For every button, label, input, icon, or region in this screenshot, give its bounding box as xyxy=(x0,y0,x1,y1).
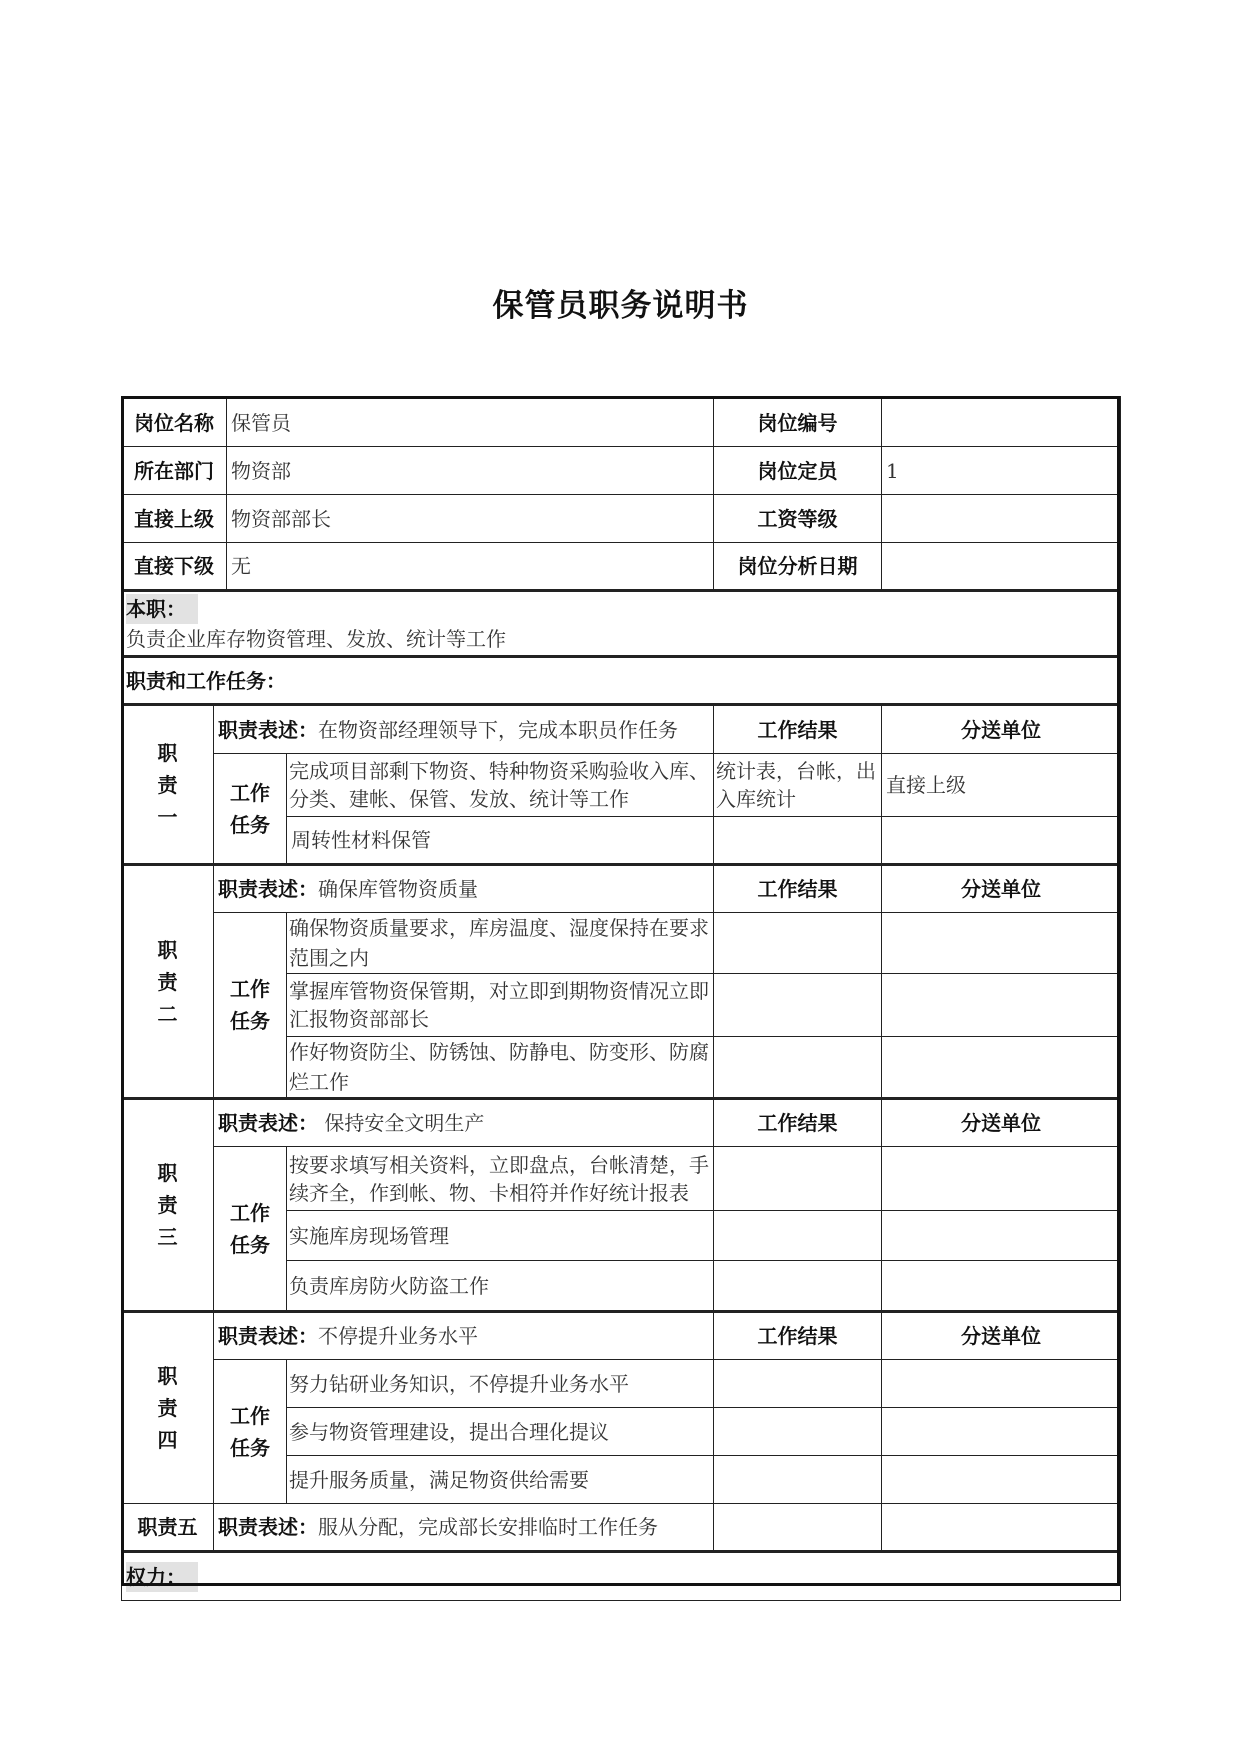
post-code-value xyxy=(882,398,1121,447)
result-header: 工作结果 xyxy=(714,1312,882,1360)
quota-label: 岗位定员 xyxy=(714,447,882,495)
dest-header: 分送单位 xyxy=(882,1099,1121,1147)
task-text: 提升服务质量，满足物资供给需要 xyxy=(287,1456,714,1504)
task-text: 确保物资质量要求，库房温度、湿度保持在要求范围之内 xyxy=(287,913,714,974)
subordinate-label: 直接下级 xyxy=(122,543,227,591)
task-text: 负责库房防火防盗工作 xyxy=(287,1261,714,1312)
post-code-label: 岗位编号 xyxy=(714,398,882,447)
task-text: 作好物资防尘、防锈蚀、防静电、防变形、防腐烂工作 xyxy=(287,1037,714,1099)
task-result xyxy=(714,913,882,974)
responsibility-desc-row xyxy=(122,1504,1121,1552)
dest-header: 分送单位 xyxy=(882,705,1121,754)
task-result xyxy=(714,1360,882,1408)
task-dest xyxy=(882,1037,1121,1099)
responsibility-desc: 职责表述： 保持安全文明生产 xyxy=(214,1099,714,1147)
analysis-date-value xyxy=(882,543,1121,591)
task-label: 工作 任务 xyxy=(214,754,287,865)
task-result xyxy=(714,1504,882,1552)
task-dest xyxy=(882,1261,1121,1312)
task-row xyxy=(122,1147,1121,1211)
task-result xyxy=(714,1408,882,1456)
task-dest xyxy=(882,913,1121,974)
task-label: 工作 任务 xyxy=(214,913,287,1099)
responsibility-desc: 职责表述：不停提升业务水平 xyxy=(214,1312,714,1360)
responsibility-name: 职责五 xyxy=(122,1504,214,1552)
responsibility-desc: 职责表述：确保库管物资质量 xyxy=(214,865,714,913)
info-row xyxy=(122,447,1121,495)
job-description-table xyxy=(121,396,1121,1601)
quota-value: 1 xyxy=(882,447,1121,495)
responsibility-desc-row xyxy=(122,1312,1121,1360)
task-text: 实施库房现场管理 xyxy=(287,1211,714,1261)
task-result xyxy=(714,1261,882,1312)
task-dest xyxy=(882,1456,1121,1504)
task-dest xyxy=(882,1211,1121,1261)
subordinate-value: 无 xyxy=(227,543,714,591)
task-row xyxy=(122,913,1121,974)
responsibility-desc: 职责表述：在物资部经理领导下，完成本职员作任务 xyxy=(214,705,714,754)
result-header: 工作结果 xyxy=(714,865,882,913)
responsibility-desc-row xyxy=(122,705,1121,754)
superior-label: 直接上级 xyxy=(122,495,227,543)
tasks-header-row xyxy=(122,657,1121,705)
result-header: 工作结果 xyxy=(714,1099,882,1147)
dept-value: 物资部 xyxy=(227,447,714,495)
responsibility-name: 职 责 一 xyxy=(122,705,214,865)
info-row xyxy=(122,495,1121,543)
responsibility-desc-row xyxy=(122,1099,1121,1147)
task-row xyxy=(122,754,1121,817)
power-row xyxy=(122,1552,1121,1601)
duty-row xyxy=(122,591,1121,657)
result-header: 工作结果 xyxy=(714,705,882,754)
task-row xyxy=(122,1360,1121,1408)
post-name-label: 岗位名称 xyxy=(122,398,227,447)
task-result xyxy=(714,817,882,865)
task-text: 掌握库管物资保管期，对立即到期物资情况立即汇报物资部部长 xyxy=(287,974,714,1037)
task-result xyxy=(714,1456,882,1504)
responsibility-name: 职 责 四 xyxy=(122,1312,214,1504)
dept-label: 所在部门 xyxy=(122,447,227,495)
task-dest xyxy=(882,1504,1121,1552)
page-title: 保管员职务说明书 xyxy=(492,288,749,324)
dest-header: 分送单位 xyxy=(882,865,1121,913)
task-label: 工作 任务 xyxy=(214,1360,287,1504)
post-name-value: 保管员 xyxy=(227,398,714,447)
task-result xyxy=(714,974,882,1037)
task-text: 周转性材料保管 xyxy=(287,817,714,865)
power-label: 权力： xyxy=(126,1562,198,1592)
superior-value: 物资部部长 xyxy=(227,495,714,543)
dest-header: 分送单位 xyxy=(882,1312,1121,1360)
task-result: 统计表，台帐，出入库统计 xyxy=(714,754,882,817)
task-dest xyxy=(882,974,1121,1037)
wage-value xyxy=(882,495,1121,543)
tasks-header: 职责和工作任务： xyxy=(122,657,1121,705)
task-result xyxy=(714,1211,882,1261)
info-row xyxy=(122,543,1121,591)
task-text: 努力钻研业务知识，不停提升业务水平 xyxy=(287,1360,714,1408)
task-dest xyxy=(882,817,1121,865)
task-text: 完成项目部剩下物资、特种物资采购验收入库、分类、建帐、保管、发放、统计等工作 xyxy=(287,754,714,817)
info-row xyxy=(122,398,1121,447)
task-text: 按要求填写相关资料，立即盘点，台帐清楚，手续齐全，作到帐、物、卡相符并作好统计报表 xyxy=(287,1147,714,1211)
task-result xyxy=(714,1037,882,1099)
analysis-date-label: 岗位分析日期 xyxy=(714,543,882,591)
wage-label: 工资等级 xyxy=(714,495,882,543)
responsibility-desc-row xyxy=(122,865,1121,913)
task-dest: 直接上级 xyxy=(882,754,1121,817)
responsibility-name: 职 责 三 xyxy=(122,1099,214,1312)
duty-label: 本职： xyxy=(126,594,198,624)
responsibility-name: 职 责 二 xyxy=(122,865,214,1099)
task-dest xyxy=(882,1408,1121,1456)
task-dest xyxy=(882,1360,1121,1408)
task-label: 工作 任务 xyxy=(214,1147,287,1312)
task-dest xyxy=(882,1147,1121,1211)
task-text: 参与物资管理建设，提出合理化提议 xyxy=(287,1408,714,1456)
task-result xyxy=(714,1147,882,1211)
responsibility-desc: 职责表述：服从分配，完成部长安排临时工作任务 xyxy=(214,1504,714,1552)
duty-text: 负责企业库存物资管理、发放、统计等工作 xyxy=(126,627,506,651)
